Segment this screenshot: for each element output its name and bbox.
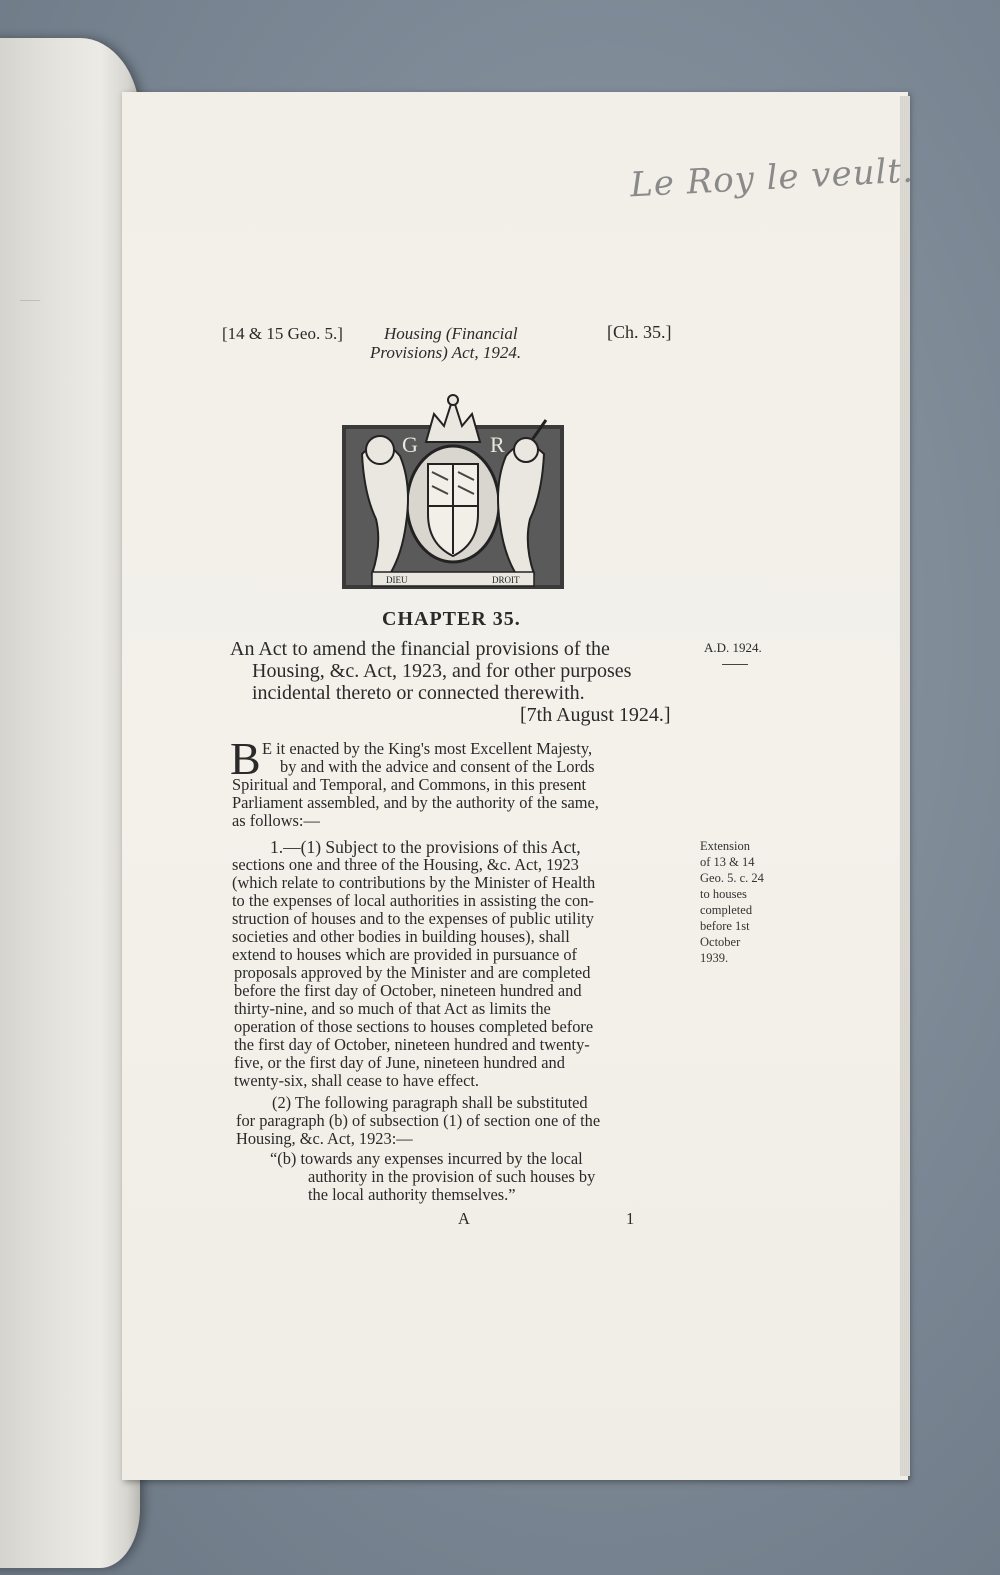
section-1-line: five, or the first day of June, nineteen hundred and [234,1053,565,1072]
regnal-year: [14 & 15 Geo. 5.] [222,324,343,343]
enacting-formula-line: as follows:— [232,811,320,830]
section-1-line: the first day of October, nineteen hundred and twenty- [234,1035,590,1054]
motto-right: DROIT [492,575,520,585]
margin-rule [722,664,748,665]
side-note-line: Extension [700,839,750,853]
side-note-line: to houses [700,887,747,901]
quoted-paragraph-line: the local authority themselves.” [308,1185,516,1204]
section-1-line: thirty-nine, and so much of that Act as limits the [234,999,551,1018]
royal-coat-of-arms-icon [342,394,564,590]
section-1-line: extend to houses which are provided in pursuance of [232,945,578,964]
margin-year: A.D. 1924. [704,640,762,655]
side-note-line: before 1st [700,919,750,933]
page-number: 1 [626,1209,635,1228]
section-1-line: (which relate to contributions by the Minister of Health [232,873,596,892]
long-title-line: incidental thereto or connected therewith. [252,682,585,704]
quoted-paragraph-line: authority in the provision of such houses by [308,1167,596,1186]
running-title-line-2: Provisions) Act, 1924. [370,343,522,362]
motto-left: DIEU [386,575,408,585]
chapter-reference: [Ch. 35.] [607,322,672,342]
side-note-line: Geo. 5. c. 24 [700,871,764,885]
section-1-line: to the expenses of local authorities in assisting the con- [232,891,594,910]
page-edge [900,96,910,1476]
section-1-line: societies and other bodies in building houses), shall [232,927,570,946]
show-through-text [10,598,25,667]
signature-mark: A [458,1209,470,1228]
quoted-paragraph-line: “(b) towards any expenses incurred by the local [270,1149,583,1168]
side-note-line: 1939. [700,951,729,965]
section-1-line: operation of those sections to houses completed before [234,1017,594,1036]
section-1-line: sections one and three of the Housing, &c. Act, 1923 [232,855,579,874]
side-note-line: of 13 & 14 [700,855,755,869]
subsection-2-line: (2) The following paragraph shall be substituted [272,1093,588,1112]
subsection-2-line: for paragraph (b) of subsection (1) of section one of the [236,1111,601,1130]
long-title-line: An Act to amend the financial provisions of the [230,638,610,660]
section-1-line: twenty-six, shall cease to have effect. [234,1071,480,1090]
left-page-curl [0,38,140,1568]
cipher-letter-g: G [402,432,418,457]
subsection-2-line: Housing, &c. Act, 1923:— [236,1129,413,1148]
enacting-formula-line: by and with the advice and consent of the Lords [280,757,595,776]
enacting-formula-line: Parliament assembled, and by the authority of the same, [232,793,599,812]
cipher-letter-r: R [490,432,505,457]
assent-date: [7th August 1924.] [520,704,671,726]
show-through-text: — [20,288,40,310]
section-1-line: struction of houses and to the expenses of public utility [232,909,594,928]
drop-cap: B [230,733,261,784]
enacting-formula-line: Spiritual and Temporal, and Commons, in this present [232,775,587,794]
chapter-heading: CHAPTER 35. [382,608,521,630]
section-1-line: before the first day of October, nineteen hundred and [234,981,582,1000]
long-title-line: Housing, &c. Act, 1923, and for other purposes [252,660,632,682]
side-note-line: completed [700,903,753,917]
running-title-line-1: Housing (Financial [384,324,518,343]
side-note-line: October [700,935,741,949]
section-1-line: proposals approved by the Minister and are completed [234,963,591,982]
handwritten-signature: Le Roy le veult. [629,150,915,206]
section-1-line: 1.—(1) Subject to the provisions of this Act, [270,837,581,857]
enacting-formula-line: E it enacted by the King's most Excellent Majesty, [262,739,593,758]
